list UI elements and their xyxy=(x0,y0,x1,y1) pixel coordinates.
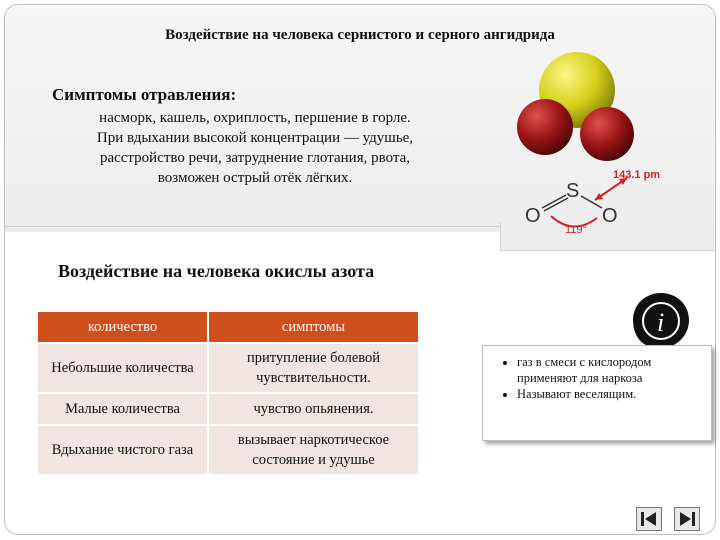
atom-label-o-left: O xyxy=(525,205,541,227)
nitrogen-oxides-table xyxy=(38,312,420,474)
column-header: количество xyxy=(38,312,208,343)
info-bullet: • газ в смеси с кислородом применяют для наркоза xyxy=(517,354,711,386)
atom-label-o-right: O xyxy=(602,205,618,227)
symptoms-line: возможен острый отёк лёгких. xyxy=(157,170,353,186)
table-header-row xyxy=(38,312,419,343)
table-cell: чувство опьянения. xyxy=(208,393,419,425)
angle-label: 119° xyxy=(565,224,587,236)
slide-title: Воздействие на человека сернистого и серного ангидрида xyxy=(165,27,555,43)
oxygen-atom-right xyxy=(580,107,634,161)
bond-length-label: 143.1 pm xyxy=(613,169,661,181)
section-heading: Воздействие на человека окислы азота xyxy=(58,261,375,281)
symptoms-line: расстройство речи, затруднение глотания, рвота, xyxy=(99,150,411,166)
atom-label-s: S xyxy=(566,180,580,202)
table-row xyxy=(38,393,419,425)
oxygen-atom-left xyxy=(517,99,573,155)
column-header: симптомы xyxy=(208,312,419,343)
table-row xyxy=(38,343,419,393)
first-slide-button[interactable] xyxy=(636,507,662,531)
so2-molecule-diagram xyxy=(515,50,705,240)
table-cell: Небольшие количества xyxy=(38,343,208,393)
symptoms-text xyxy=(40,108,470,188)
info-icon xyxy=(630,290,692,352)
svg-text:i: i xyxy=(657,308,665,337)
symptoms-line: При вдыхании высокой концентрации — удушье, xyxy=(96,130,414,146)
table-row xyxy=(38,425,419,474)
info-callout xyxy=(482,345,712,441)
table-cell: Малые количества xyxy=(38,393,208,425)
info-bullet: • Называют веселящим. xyxy=(517,386,711,402)
table-cell: вызывает наркотическое состояние и удушье xyxy=(208,425,419,474)
top-divider xyxy=(5,226,500,227)
table-cell: Вдыхание чистого газа xyxy=(38,425,208,474)
table-cell: притупление болевой чувствительности. xyxy=(208,343,419,393)
last-slide-button[interactable] xyxy=(674,507,700,531)
symptoms-line: насморк, кашель, охриплость, першение в горле. xyxy=(99,110,411,126)
symptoms-heading: Симптомы отравления: xyxy=(52,85,237,104)
